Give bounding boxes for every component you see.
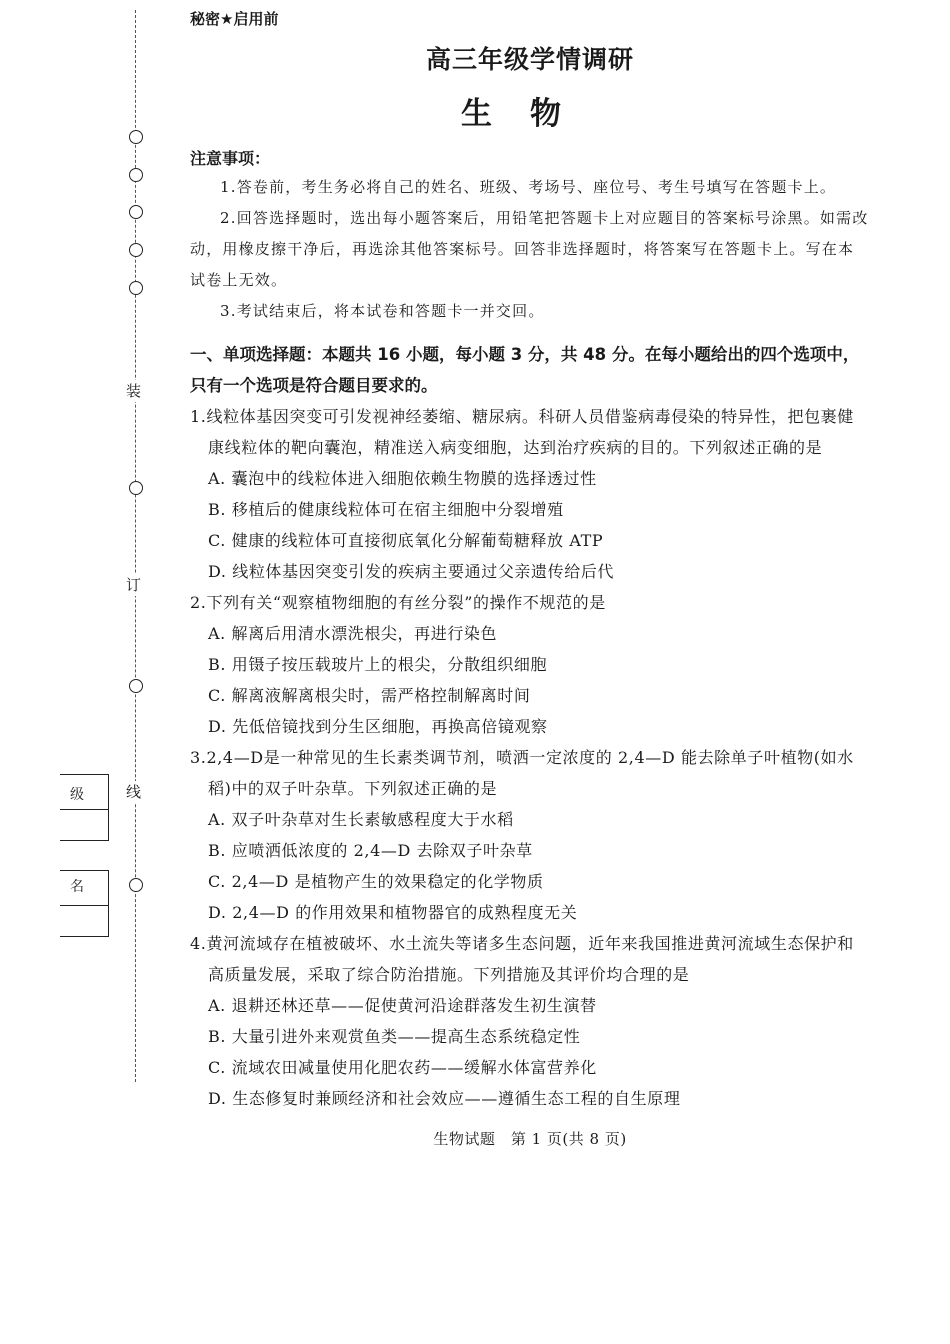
option-item: D. 线粒体基因突变引发的疾病主要通过父亲遗传给后代 [208,562,615,581]
section-heading: 一、单项选择题：本题共 16 小题，每小题 3 分，共 48 分。在每小题给出的四个选项中，只有一个选项是符合题目要求的。 [190,345,860,395]
option-item: B. 大量引进外来观赏鱼类——提高生态系统稳定性 [208,1027,581,1046]
option-item: D. 先低倍镜找到分生区细胞，再换高倍镜观察 [208,717,548,736]
option-item: C. 2,4—D 是植物产生的效果稳定的化学物质 [208,872,544,891]
option-item: A. 解离后用清水漂洗根尖，再进行染色 [208,624,498,643]
binding-hole-circle [129,878,143,892]
binding-hole-circle [129,168,143,182]
binding-char-xian: 线 [126,783,142,801]
option-item: B. 移植后的健康线粒体可在宿主细胞中分裂增殖 [208,500,564,519]
notice-item: 3.考试结束后，将本试卷和答题卡一并交回。 [220,302,545,320]
question-stem: 3.2,4—D是一种常见的生长素类调节剂，喷洒一定浓度的 2,4—D 能去除单子叶植物(如水稻)中的双子叶杂草。下列叙述正确的是 [190,748,854,798]
binding-hole-circle [129,205,143,219]
name-field-label: 名 [70,879,84,895]
notice-item: 1.答卷前，考生务必将自己的姓名、班级、考场号、座位号、考生号填写在答题卡上。 [220,178,837,196]
option-item: C. 流域农田减量使用化肥农药——缓解水体富营养化 [208,1058,597,1077]
notice-item: 2.回答选择题时，选出每小题答案后，用铅笔把答题卡上对应题目的答案标号涂黑。如需改动，用橡皮擦干净后，再选涂其他答案标号。回答非选择题时，将答案写在答题卡上。写在本试卷上无效。 [190,209,869,289]
binding-char-zhuang: 装 [126,382,142,400]
option-item: A. 囊泡中的线粒体进入细胞依赖生物膜的选择透过性 [208,469,597,488]
question-stem: 4.黄河流域存在植被破坏、水土流失等诸多生态问题，近年来我国推进黄河流域生态保护和高质量发展，采取了综合防治措施。下列措施及其评价均合理的是 [190,934,854,984]
exam-title: 高三年级学情调研 [425,45,634,74]
binding-hole-circle [129,243,143,257]
option-item: B. 用镊子按压载玻片上的根尖，分散组织细胞 [208,655,548,674]
binding-char-ding: 订 [126,576,142,594]
option-item: B. 应喷洒低浓度的 2,4—D 去除双子叶杂草 [208,841,533,860]
name-field-box [60,870,109,937]
binding-hole-circle [129,281,143,295]
option-item: A. 双子叶杂草对生长素敏感程度大于水稻 [208,810,514,829]
page-footer: 生物试题 第 1 页(共 8 页) [433,1130,627,1148]
option-item: C. 健康的线粒体可直接彻底氧化分解葡萄糖释放 ATP [208,531,604,550]
question-stem: 2.下列有关“观察植物细胞的有丝分裂”的操作不规范的是 [190,593,606,612]
class-field-box [60,774,109,841]
subject-title: 生物 [461,96,599,132]
option-item: C. 解离液解离根尖时，需严格控制解离时间 [208,686,531,705]
notice-heading: 注意事项： [190,149,271,168]
binding-hole-circle [129,679,143,693]
exam-content [190,143,870,1114]
option-item: D. 2,4—D 的作用效果和植物器官的成熟程度无关 [208,903,578,922]
question-stem: 1.线粒体基因突变可引发视神经萎缩、糖尿病。科研人员借鉴病毒侵染的特异性，把包裹健康线粒体的靶向囊泡，精准送入病变细胞，达到治疗疾病的目的。下列叙述正确的是 [190,407,854,457]
option-item: D. 生态修复时兼顾经济和社会效应——遵循生态工程的自生原理 [208,1089,681,1108]
binding-hole-circle [129,481,143,495]
class-field-label: 级 [70,787,84,803]
option-item: A. 退耕还林还草——促使黄河沿途群落发生初生演替 [208,996,597,1015]
confidential-label: 秘密★启用前 [190,10,279,28]
